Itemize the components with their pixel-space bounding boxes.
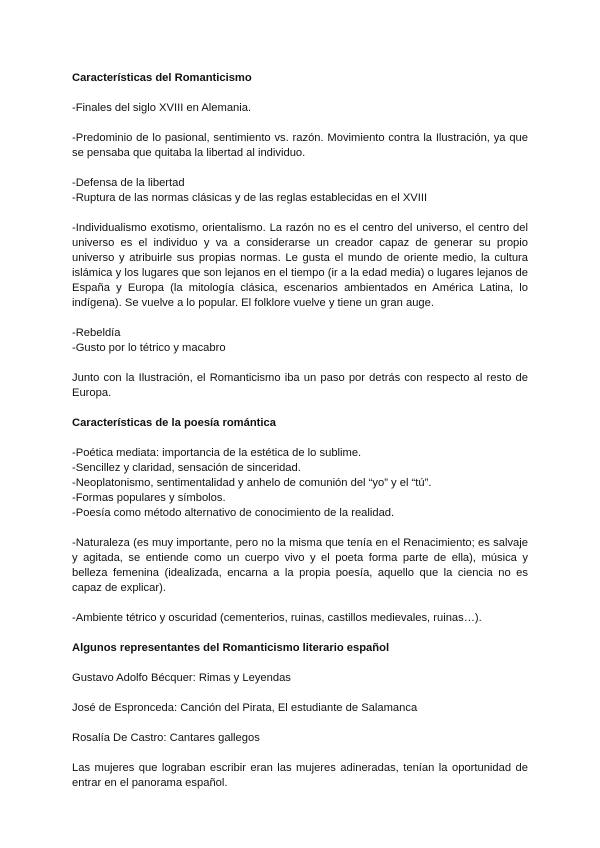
author-espronceda: José de Espronceda: Canción del Pirata, El estudiante de Salamanca xyxy=(72,702,418,714)
paragraph-origen: -Finales del siglo XVIII en Alemania. xyxy=(72,102,252,114)
list-item: -Defensa de la libertad xyxy=(72,177,185,189)
list-item: -Rebeldía xyxy=(72,327,121,339)
list-item: -Poética mediata: importancia de la estética de lo sublime. xyxy=(72,447,362,459)
paragraph-ambiente: -Ambiente tétrico y oscuridad (cementerios, ruinas, castillos medievales, ruinas…). xyxy=(72,612,482,624)
section-heading-romanticismo: Características del Romanticismo xyxy=(72,72,252,84)
document-page xyxy=(72,71,528,806)
section-heading-poesia: Características de la poesía romántica xyxy=(72,417,276,429)
paragraph-predominio: -Predominio de lo pasional, sentimiento vs. razón. Movimiento contra la Ilustración, ya que se pensaba que quitaba la libertad al individuo. xyxy=(72,132,528,159)
list-item: -Poesía como método alternativo de conocimiento de la realidad. xyxy=(72,507,395,519)
list-libertad xyxy=(72,176,528,206)
paragraph-individualismo: -Individualismo exotismo, orientalismo. La razón no es el centro del universo, el centro del universo es el individuo y va a considerarse un creador capaz de generar su propio universo y atribuirle sus propias normas. Le gusta el mundo de oriente medio, la cultura islámica y los lugares que son lejanos en el tiempo (ir a la edad media) o lugares lejanos de España y Europa (la mitología clásica, escenarios ambientados en América Latina, lo indígena). Se vuelve a lo popular. El folklore vuelve y tiene un gran auge. xyxy=(72,222,528,309)
list-item: -Formas populares y símbolos. xyxy=(72,492,226,504)
list-poesia xyxy=(72,446,528,521)
paragraph-naturaleza: -Naturaleza (es muy importante, pero no la misma que tenía en el Renacimiento; es salvaje y agitada, se entiende como un cuerpo vivo y el poeta forma parte de ella), música y belleza femenina (idealizada, encarna a la propia poesía, aquello que la ciencia no es capaz de explicar). xyxy=(72,537,528,594)
paragraph-mujeres: Las mujeres que lograban escribir eran las mujeres adineradas, tenían la oportunidad de entrar en el panorama español. xyxy=(72,762,528,789)
section-heading-representantes: Algunos representantes del Romanticismo literario español xyxy=(72,642,390,654)
list-item: -Neoplatonismo, sentimentalidad y anhelo de comunión del “yo” y el “tú”. xyxy=(72,477,432,489)
author-rosalia: Rosalía De Castro: Cantares gallegos xyxy=(72,732,260,744)
author-becquer: Gustavo Adolfo Bécquer: Rimas y Leyendas xyxy=(72,672,291,684)
list-rebeldia xyxy=(72,326,528,356)
list-item: -Gusto por lo tétrico y macabro xyxy=(72,342,226,354)
paragraph-ilustracion: Junto con la Ilustración, el Romanticismo iba un paso por detrás con respecto al resto de Europa. xyxy=(72,372,528,399)
list-item: -Ruptura de las normas clásicas y de las reglas establecidas en el XVIII xyxy=(72,192,428,204)
list-item: -Sencillez y claridad, sensación de sinceridad. xyxy=(72,462,301,474)
